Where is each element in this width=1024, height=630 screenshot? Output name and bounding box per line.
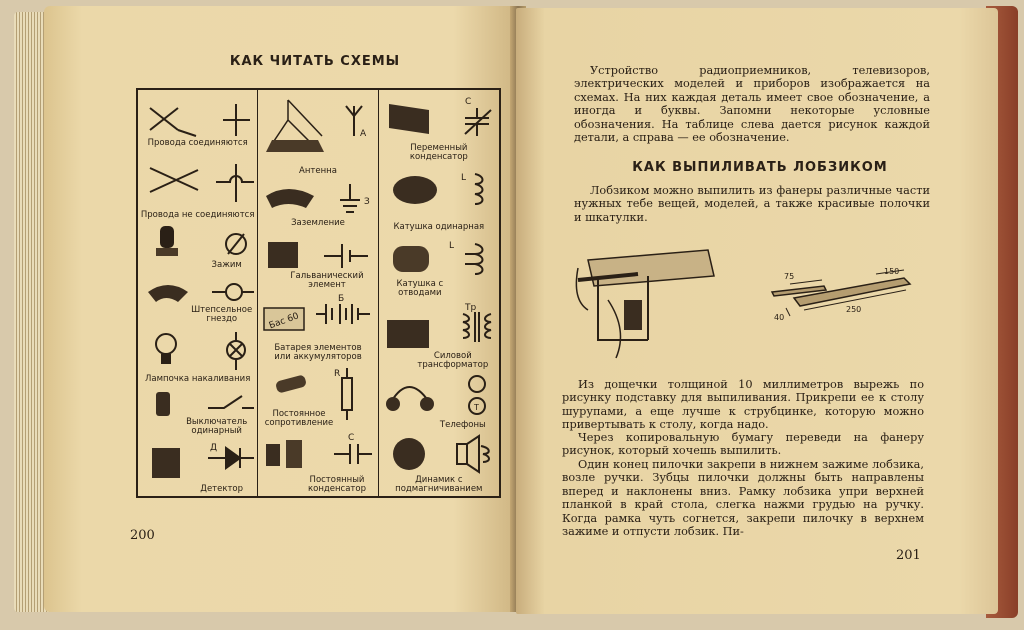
symbol-letter: З: [364, 197, 371, 207]
body-paragraph: Один конец пилочки закрепи в нижнем зажиме лобзика, возле ручки. Зубцы пилочки должны быть направлены вперед и наклонены вниз. Рамку лобзика упри верхней планкой в край стола, слегка нажми грудью на ручку. Когда рамка чуть согнется, закрепи пилочку в верхнем зажиме и отпусти лобзик. Пи-: [562, 458, 924, 539]
symbol-letter: C: [348, 433, 355, 443]
table-cell-label: Выключатель одинарный: [186, 417, 248, 436]
table-cell-label: Провода соединяются: [147, 138, 248, 148]
table-column-1: [138, 90, 258, 496]
table-cell-label: Заземление: [291, 218, 345, 228]
intro-paragraph: Устройство радиоприемников, телевизоров, электрических моделей и приборов изображается на схемах. На них каждая деталь имеет свое обозначение, а иногда и буквы. Запомни некоторые условные обозначения. На таблице слева дается рисунок каждой детали, а справа — ее обозначение.: [574, 64, 930, 145]
symbol-letter: А: [360, 129, 367, 139]
table-cell-label: Детектор: [200, 484, 244, 494]
table-cell: [379, 432, 499, 496]
table-cell: [258, 230, 377, 292]
table-cell-label: Зажим: [211, 260, 242, 270]
table-cell: [258, 90, 377, 178]
symbol-letter: L: [448, 241, 454, 251]
symbols-table: [136, 88, 501, 498]
cutting-board-diagram: [764, 264, 924, 324]
table-cell: [258, 178, 377, 230]
table-cell: [379, 372, 499, 432]
table-cell-label: Силовой трансформатор: [417, 351, 489, 370]
table-cell: [138, 272, 257, 326]
table-column-2: [258, 90, 378, 496]
table-cell: [258, 292, 377, 364]
section-title: КАК ВЫПИЛИВАТЬ ЛОБЗИКОМ: [632, 160, 888, 175]
dimension-label: 40: [774, 313, 785, 322]
dimension-label: 75: [784, 272, 795, 281]
symbol-letter: L: [460, 173, 466, 183]
body-paragraph: Через копировальную бумагу переведи на фанеру рисунок, который хочешь выпилить.: [562, 431, 924, 458]
table-cell: [138, 90, 257, 150]
table-column-3: [379, 90, 499, 496]
table-cell-label: Гальванический элемент: [290, 271, 364, 290]
table-cell-label: Переменный конденсатор: [409, 143, 468, 162]
dimension-label: 150: [884, 267, 900, 276]
table-cell-label: Постоянный конденсатор: [307, 475, 366, 494]
table-cell: [258, 430, 377, 496]
table-cell-label: Лампочка накаливания: [145, 374, 251, 384]
page-number-right: 201: [896, 548, 921, 563]
symbol-letter: T: [473, 403, 479, 412]
symbol-letter: Д: [210, 443, 218, 453]
table-cell-label: Динамик с подмагничиванием: [395, 475, 483, 494]
table-cell: [379, 234, 499, 300]
table-cell-label: Катушка с отводами: [396, 279, 444, 298]
body-paragraph: Из дощечки толщиной 10 миллиметров вырежь по рисунку подставку для выпиливания. Прикрепи ее к столу шурупами, а еще лучше к струбцинке, которую можно привертывать к столу, когда надо.: [562, 378, 924, 432]
table-cell: [379, 164, 499, 234]
table-cell: [379, 300, 499, 372]
table-cell: [379, 90, 499, 164]
table-cell: [138, 438, 257, 496]
left-page-title: КАК ЧИТАТЬ СХЕМЫ: [229, 54, 401, 69]
table-cell-label: Провода не соединяются: [140, 210, 255, 220]
fretsaw-illustration: [568, 240, 718, 362]
symbol-letter: C: [464, 97, 471, 107]
symbol-letter: Тр: [464, 303, 476, 313]
table-cell-label: Телефоны: [439, 420, 486, 430]
table-cell-label: Батарея элементов или аккумуляторов: [274, 343, 362, 362]
table-cell-label: Катушка одинарная: [393, 222, 485, 232]
table-cell: [258, 364, 377, 430]
table-cell-label: Антенна: [299, 166, 337, 176]
battery-drawing-text: Бас 60: [268, 311, 301, 332]
table-cell: [138, 326, 257, 386]
dimension-label: 250: [846, 305, 862, 314]
symbol-letter: Б: [338, 294, 345, 304]
table-cell: [138, 386, 257, 438]
section-intro: Лобзиком можно выпилить из фанеры различные части нужных тебе вещей, моделей, а также красивые полочки и шкатулки.: [574, 184, 930, 224]
table-cell: [138, 222, 257, 272]
symbol-letter: R: [334, 369, 341, 379]
table-cell-label: Постоянное сопротивление: [264, 409, 334, 428]
page-number-left: 200: [130, 528, 155, 543]
table-cell: [138, 150, 257, 222]
table-cell-label: Штепсельное гнездо: [191, 305, 253, 324]
antenna-icon: [258, 90, 379, 178]
